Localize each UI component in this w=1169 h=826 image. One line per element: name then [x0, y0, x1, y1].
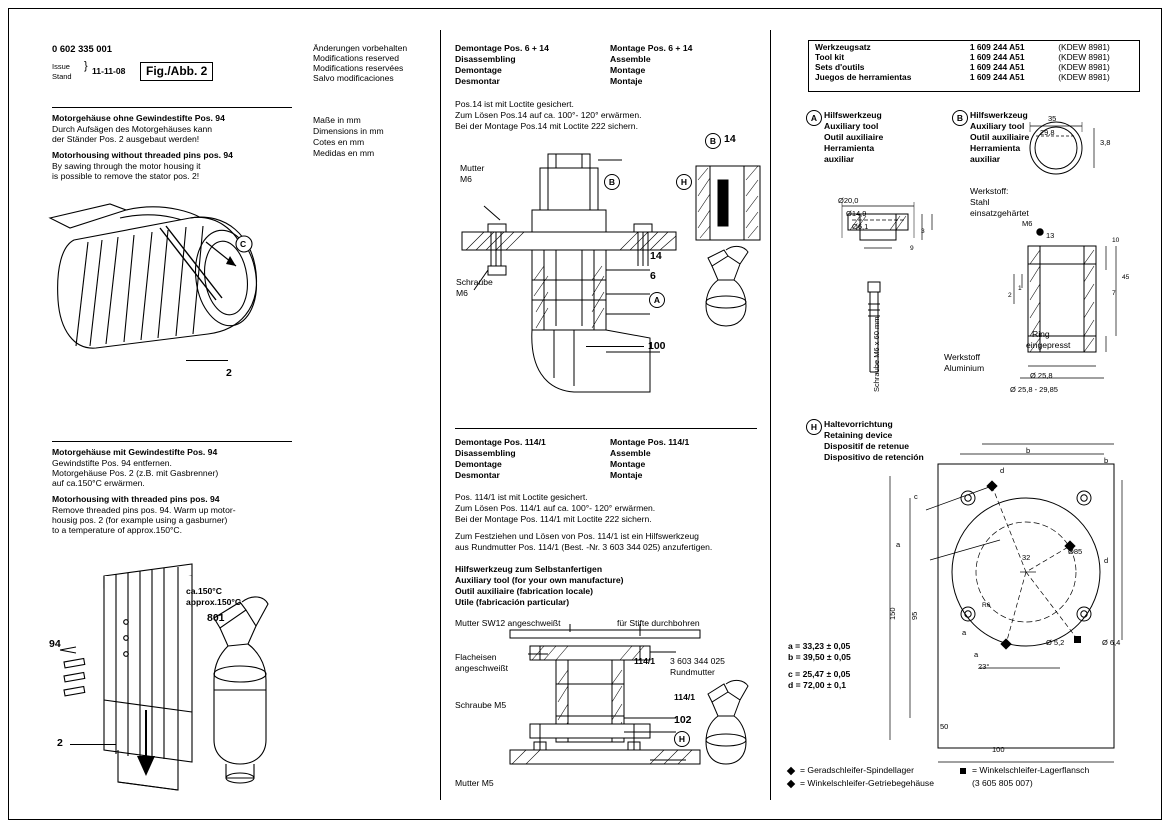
aux-b-ring2: eingepresst — [1026, 340, 1071, 350]
aux-h-b-top: b — [1026, 446, 1031, 455]
callout-A-top: A — [649, 292, 665, 308]
aux-h-t1: Haltevorrichtung — [824, 419, 893, 429]
label-schraube: Schraube — [456, 277, 493, 287]
callout-100: 100 — [648, 340, 666, 352]
dims-de: Maße in mm — [313, 115, 361, 125]
toolkit-lang-0: Werkzeugsatz — [815, 42, 871, 52]
callout-H-bottom: H — [674, 731, 690, 747]
aux-h-a-left: a — [896, 540, 901, 549]
block-b-body-de-1: Gewindstifte Pos. 94 entfernen. — [52, 458, 172, 468]
mid-top-head-en-3: Montage — [610, 65, 646, 75]
toolkit-code-2: (KDEW 8981) — [1058, 62, 1110, 72]
mid-bottom-head-de-2: Disassembling — [455, 448, 516, 458]
toolkit-table — [812, 42, 1134, 82]
block-a-title-en: Motorhousing without threaded pins pos. 94 — [52, 150, 233, 160]
block-a-title-de: Motorgehäuse ohne Gewindestifte Pos. 94 — [52, 113, 225, 123]
figure-label: Fig./Abb. 2 — [140, 62, 213, 81]
toolkit-no-1: 1 609 244 A51 — [969, 52, 1025, 62]
block-b-body-de-2: Motorgehäuse Pos. 2 (z.B. mit Gasbrenner) — [52, 468, 219, 478]
aux-b-mat-b1: Werkstoff — [944, 352, 980, 362]
aux-a-t5: auxiliar — [824, 154, 855, 164]
aux-tool-en: Auxiliary tool (for your own manufacture) — [455, 575, 624, 585]
toolkit-no-2: 1 609 244 A51 — [969, 62, 1025, 72]
aux-a-t2: Auxiliary tool — [824, 121, 879, 131]
aux-h-legend-c: c = 25,47 ± 0,05 — [788, 669, 851, 679]
aux-tool-fr: Outil auxiliaire (fabrication locale) — [455, 586, 594, 596]
motor-housing-heating-illustration — [42, 550, 302, 800]
aux-h-50: 50 — [940, 722, 949, 731]
aux-h-c: c — [914, 492, 918, 501]
aux-h-d-right: d — [1104, 556, 1109, 565]
block-b-body-en-1: Remove threaded pins pos. 94. Warm up motor- — [52, 505, 236, 515]
detail-loctite-and-burner — [690, 140, 770, 330]
aux-b-d298: 29,8 — [1040, 128, 1055, 137]
aux-h-r6: R6 — [982, 602, 991, 609]
block-b-body-en-2: housig pos. 2 (for example using a gasburner) — [52, 515, 228, 525]
temp-en: approx.150°C — [186, 597, 242, 607]
rule-block-a — [52, 107, 292, 108]
changes-de: Änderungen vorbehalten — [313, 43, 408, 53]
label-mutter: Mutter — [460, 163, 485, 173]
aux-h-t4: Dispositivo de retención — [824, 452, 924, 462]
aux-b-mat1: Werkstoff: — [970, 186, 1009, 196]
dims-fr: Cotes en mm — [313, 137, 365, 147]
svg-text:C: C — [240, 239, 247, 249]
toolkit-code-0: (KDEW 8981) — [1058, 42, 1110, 52]
aux-tool-es: Utile (fabricación particular) — [455, 597, 570, 607]
aux-a-d5: 9 — [910, 245, 914, 252]
mid-bottom-head-de-1: Demontage Pos. 114/1 — [455, 437, 546, 447]
mid-top-head-de-3: Demontage — [455, 65, 502, 75]
aux-a-t3: Outil auxiliaire — [824, 132, 884, 142]
mid-bottom-head-en-4: Montaje — [610, 470, 643, 480]
aux-h-d52: Ø 5,2 — [1046, 638, 1065, 647]
aux-b-letter: B — [952, 110, 968, 126]
leader-100 — [586, 346, 644, 347]
burner-small-icon — [700, 672, 760, 777]
leader-block-a-2 — [186, 360, 228, 361]
mid-bottom-note-2: Zum Lösen Pos. 114/1 auf ca. 100°- 120° erwärmen. — [455, 503, 656, 513]
aux-b-2: 2 — [1008, 292, 1012, 299]
toolkit-lang-3: Juegos de herramientas — [815, 72, 912, 82]
label-schraube-m6: M6 — [456, 288, 468, 298]
part-number: 0 602 335 001 — [52, 43, 112, 54]
aux-b-45: 45 — [1122, 274, 1130, 281]
mid-top-head-en-1: Montage Pos. 6 + 14 — [610, 43, 693, 53]
aux-b-d258: Ø 25,8 — [1030, 371, 1053, 380]
label-mutter-sw12: Mutter SW12 angeschweißt — [455, 618, 561, 628]
aux-h-letter: H — [806, 419, 822, 435]
dims-en: Dimensions in mm — [313, 126, 384, 136]
mid-bottom-head-en-2: Assemble — [610, 448, 651, 458]
label-mutter-m5: Mutter M5 — [455, 778, 494, 788]
callout-partno: 3 603 344 025 — [670, 656, 725, 666]
block-b-title-de: Motorgehäuse mit Gewindestifte Pos. 94 — [52, 447, 218, 457]
aux-tool-b-ring-drawing — [1010, 112, 1130, 182]
aux-b-mat2: Stahl — [970, 197, 990, 207]
aux-b-mat-b2: Aluminium — [944, 363, 985, 373]
callout-14-detail: 14 — [724, 133, 736, 145]
issue-label-de: Issue — [52, 62, 70, 71]
callout-114-1: 114/1 — [634, 656, 656, 666]
aux-b-10: 10 — [1112, 237, 1120, 244]
aux-h-100: 100 — [992, 745, 1005, 754]
aux-b-13: 13 — [1046, 231, 1055, 240]
aux-h-32: 32 — [1022, 553, 1031, 562]
mid-bottom-head-de-4: Desmontar — [455, 470, 500, 480]
divider-right — [770, 30, 771, 800]
issue-date: 11-11-08 — [92, 66, 126, 76]
rule-mid-bottom — [455, 428, 757, 429]
aux-a-t1: Hilfswerkzeug — [824, 110, 882, 120]
aux-a-d4: 3 — [921, 228, 925, 235]
callout-801: 801 — [207, 612, 225, 624]
block-a-body-de-2: der Ständer Pos. 2 ausgebaut werden! — [52, 134, 200, 144]
mid-top-note-1: Pos.14 ist mit Loctite gesichert. — [455, 99, 574, 109]
aux-b-d38: 3,8 — [1100, 138, 1111, 147]
issue-brace: } — [84, 60, 88, 72]
table-row — [812, 42, 1134, 52]
issue-label-en: Stand — [52, 72, 72, 81]
label-schraube-m5: Schraube M5 — [455, 700, 507, 710]
aux-h-a-mid: a — [962, 628, 967, 637]
table-row — [812, 72, 1134, 82]
aux-h-d-top: d — [1000, 466, 1005, 475]
label-mutter-m6: M6 — [460, 174, 472, 184]
toolkit-no-3: 1 609 244 A51 — [969, 72, 1025, 82]
aux-h-a-bottom: a — [974, 650, 979, 659]
mid-bottom-note-1: Pos. 114/1 ist mit Loctite gesichert. — [455, 492, 588, 502]
aux-h-t3: Dispositif de retenue — [824, 441, 909, 451]
block-b-body-en-3: to a temperature of approx.150°C. — [52, 525, 183, 535]
mid-top-note-2: Zum Lösen Pos.14 auf ca. 100°- 120° erwärmen. — [455, 110, 642, 120]
mid-bottom-head-en-1: Montage Pos. 114/1 — [610, 437, 690, 447]
mid-top-head-en-2: Assemble — [610, 54, 651, 64]
aux-b-ring1: Ring — [1032, 329, 1050, 339]
label-durchbohren: für Stifte durchbohren — [617, 618, 700, 628]
key-text-2: = Winkelschleifer-Getriebegehäuse — [800, 778, 934, 788]
mid-bottom-head-de-3: Demontage — [455, 459, 502, 469]
aux-b-d35: 35 — [1048, 114, 1057, 123]
block-b-body-de-3: auf ca.150°C erwärmen. — [52, 478, 145, 488]
table-row — [812, 62, 1134, 72]
temp-de: ca.150°C — [186, 586, 222, 596]
table-row — [812, 52, 1134, 62]
aux-a-d3: Ø6,1 — [852, 222, 869, 231]
mid-top-head-de-1: Demontage Pos. 6 + 14 — [455, 43, 549, 53]
callout-14: 14 — [650, 250, 662, 262]
aux-h-d85: Ø85 — [1068, 547, 1083, 556]
mid-bottom-note-4: Zum Festziehen und Lösen von Pos. 114/1 ist ein Hilfswerkzeug — [455, 531, 699, 541]
aux-tool-de: Hilfswerkzeug zum Selbstanfertigen — [455, 564, 603, 574]
callout-rundmutter: Rundmutter — [670, 667, 715, 677]
changes-fr: Modifications reservées — [313, 63, 404, 73]
key-text-3: = Winkelschleifer-Lagerflansch — [972, 765, 1090, 775]
toolkit-no-0: 1 609 244 A51 — [969, 42, 1025, 52]
aux-h-95: 95 — [910, 611, 919, 620]
aux-a-d2: Ø14,9 — [846, 209, 867, 218]
mid-top-head-de-4: Desmontar — [455, 76, 500, 86]
aux-b-1: 1 — [1018, 285, 1022, 292]
aux-h-b-right: b — [1104, 456, 1109, 465]
aux-b-t4: Herramienta — [970, 143, 1021, 153]
divider-left — [440, 30, 441, 800]
aux-h-d64: Ø 6,4 — [1102, 638, 1121, 647]
aux-b-mat3: einsatzgehärtet — [970, 208, 1029, 218]
aux-h-150: 150 — [888, 607, 897, 620]
callout-block-a-2: 2 — [226, 367, 232, 379]
mid-bottom-note-5: aus Rundmutter Pos. 114/1 (Best. -Nr. 3 603 344 025) anzufertigen. — [455, 542, 713, 552]
key-text-1: = Geradschleifer-Spindellager — [800, 765, 914, 775]
block-a-body-en-1: By sawing through the motor housing it — [52, 161, 201, 171]
aux-b-7: 7 — [1112, 290, 1116, 297]
toolkit-lang-1: Tool kit — [815, 52, 845, 62]
aux-b-m6: M6 — [1022, 219, 1033, 228]
callout-B-detail: B — [705, 133, 721, 149]
leader-block-b-2 — [70, 744, 116, 745]
changes-es: Salvo modificaciones — [313, 73, 394, 83]
toolkit-code-1: (KDEW 8981) — [1058, 52, 1110, 62]
toolkit-code-3: (KDEW 8981) — [1058, 72, 1110, 82]
aux-b-t5: auxiliar — [970, 154, 1001, 164]
block-a-body-en-2: is possible to remove the stator pos. 2! — [52, 171, 200, 181]
toolkit-lang-2: Sets d'outils — [815, 62, 865, 72]
block-a-body-de-1: Durch Aufsägen des Motorgehäuses kann — [52, 124, 213, 134]
mid-top-head-de-2: Disassembling — [455, 54, 516, 64]
retaining-device-drawing — [860, 440, 1150, 770]
block-b-title-en: Motorhousing with threaded pins pos. 94 — [52, 494, 220, 504]
aux-a-t4: Herramienta — [824, 143, 875, 153]
aux-h-angle: 23° — [978, 662, 990, 671]
label-flacheisen-1: Flacheisen — [455, 652, 497, 662]
mid-bottom-head-en-3: Montage — [610, 459, 646, 469]
aux-b-t3: Outil auxiliaire — [970, 132, 1030, 142]
callout-114-1b: 114/1 — [674, 692, 696, 702]
callout-B-top: B — [604, 174, 620, 190]
aux-a-screw-label: Schraube M6 x 60 mm — [872, 316, 881, 392]
aux-b-t2: Auxiliary tool — [970, 121, 1025, 131]
mid-bottom-note-3: Bei der Montage Pos. 114/1 mit Loctite 222 sichern. — [455, 514, 652, 524]
aux-h-t2: Retaining device — [824, 430, 893, 440]
aux-a-d1: Ø20,0 — [838, 196, 859, 205]
callout-102: 102 — [674, 714, 692, 726]
aux-h-legend-b: b = 39,50 ± 0,05 — [788, 652, 851, 662]
mid-top-note-3: Bei der Montage Pos.14 mit Loctite 222 sichern. — [455, 121, 638, 131]
changes-en: Modifications reserved — [313, 53, 399, 63]
callout-block-b-2: 2 — [57, 737, 63, 749]
key-text-4: (3 605 805 007) — [972, 778, 1033, 788]
callout-94: 94 — [49, 638, 61, 650]
key-square-icon — [960, 768, 966, 774]
aux-a-letter: A — [806, 110, 822, 126]
callout-H-top: H — [676, 174, 692, 190]
callout-6: 6 — [650, 270, 656, 282]
aux-b-d2585: Ø 25,8 - 29,85 — [1010, 385, 1058, 394]
aux-b-t1: Hilfswerkzeug — [970, 110, 1028, 120]
dims-es: Medidas en mm — [313, 148, 375, 158]
aux-h-legend-d: d = 72,00 ± 0,1 — [788, 680, 846, 690]
aux-h-legend-a: a = 33,23 ± 0,05 — [788, 641, 851, 651]
motor-housing-saw-illustration — [40, 180, 300, 350]
mid-top-head-en-4: Montaje — [610, 76, 643, 86]
rule-block-b — [52, 441, 292, 442]
label-flacheisen-2: angeschweißt — [455, 663, 509, 673]
